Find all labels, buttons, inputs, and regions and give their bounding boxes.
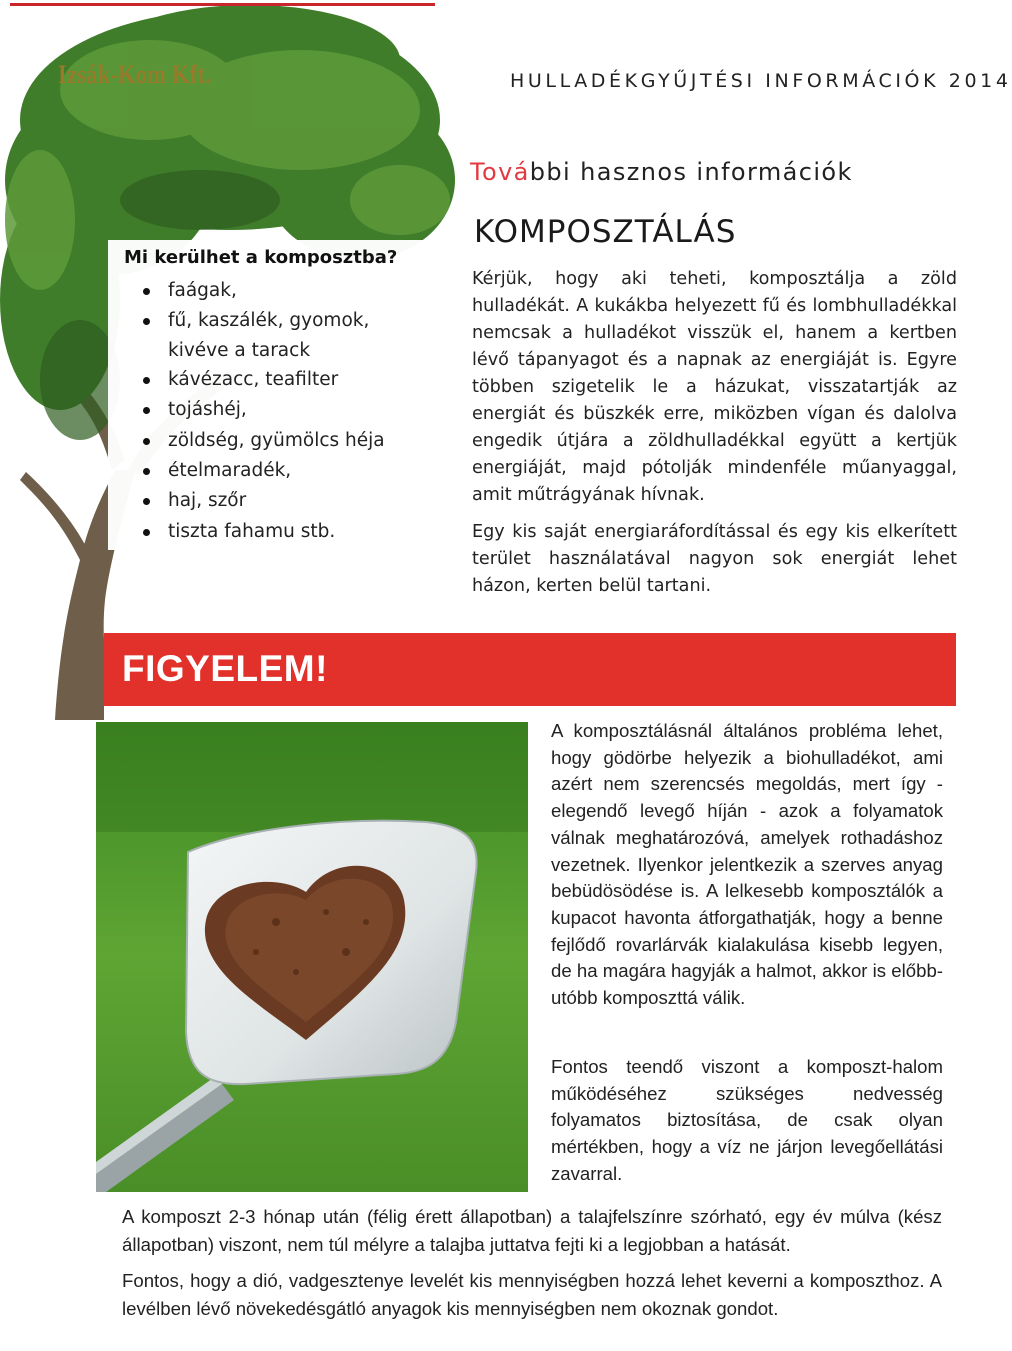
list-item: kávézacc, teafilter	[138, 365, 385, 395]
list-item: faágak,	[138, 276, 385, 306]
warning-paragraph-1: A komposztálásnál általános probléma lehet, hogy gödörbe helyezik a biohulladékot, ami azért nem szerencsés megoldás, mert így - elegendő levegő híján - azok a folyamatok válnak meghatározóvá, amelyek rothadáshoz vezetnek. Ilyenkor jelentkezik a szerves anyag bebüdösödése is. A lelkesebb komposztálók a kupacot havonta átforgathatják, hogy a benne fejlődő rovarlárvák kialakulása kisebb legyen, de ha magára hagyják a halmot, akkor is előbb-utóbb komposzttá válik.	[551, 720, 943, 1009]
list-item: fű, kaszálék, gyomok, kivéve a tarack	[138, 306, 385, 364]
warning-banner-label: FIGYELEM!	[122, 648, 328, 689]
list-item: tojáshéj,	[138, 395, 385, 425]
shovel-compost-photo	[96, 722, 528, 1192]
section-title: KOMPOSZTÁLÁS	[474, 214, 737, 250]
footer-paragraph-2: Fontos, hogy a dió, vadgesztenye levelét kis mennyiségben hozzá lehet keverni a komposzthoz. A levélben lévő növekedésgátló anyagok kis mennyiségben nem okoznak gondot.	[122, 1270, 942, 1319]
page-subtitle	[470, 158, 853, 186]
footer-paragraph-1: A komposzt 2-3 hónap után (félig érett állapotban) a talajfelszínre szórható, egy év múlva (kész állapotban) viszont, nem túl mélyre a talajba juttatva fejti ki a legjobban a hatását.	[122, 1206, 942, 1255]
list-item: tiszta fahamu stb.	[138, 517, 385, 547]
list-item-continuation: kivéve a tarack	[168, 339, 311, 361]
page-header-title: HULLADÉKGYŰJTÉSI INFORMÁCIÓK 2014	[510, 70, 1012, 92]
list-item: zöldség, gyümölcs héja	[138, 426, 385, 456]
subtitle-rest: bbi hasznos információk	[529, 158, 853, 186]
intro-paragraph-1: Kérjük, hogy aki teheti, komposztálja a zöld hulladékát. A kukákba helyezett fű és lombhulladékkal nemcsak a hulladékot visszük el, hanem a kertben lévő tápanyagot és a napnak az energiáját is. Egyre többen szigetelik le a házukat, visszatartják az energiát és büszkék erre, miközben vígan és dalolva engedik útjára a zöldhulladékkal együtt a kertjük energiáját, majd pótolják mindenféle műanyaggal, amit műtrágyának hívnak.	[472, 269, 957, 505]
warning-paragraph-2: Fontos teendő viszont a komposzt-halom működéséhez szükséges nedvesség folyamatos biztosítása, de csak olyan mértékben, hogy a víz ne járjon levegőellátási zavarral.	[551, 1056, 943, 1184]
list-item: haj, szőr	[138, 486, 385, 516]
compost-list	[138, 276, 385, 547]
intro-paragraph-2: Egy kis saját energiaráfordítással és egy kis elkerített terület használatával nagyon sok energiát lehet házon, kerten belül tartani.	[472, 522, 957, 596]
company-logo-text: Izsák-Kom Kft.	[58, 60, 212, 89]
top-rule	[10, 3, 435, 6]
compost-list-title: Mi kerülhet a komposztba?	[124, 247, 398, 268]
banner-divider	[104, 706, 534, 722]
list-item: ételmaradék,	[138, 456, 385, 486]
subtitle-highlight: Tová	[470, 158, 530, 186]
